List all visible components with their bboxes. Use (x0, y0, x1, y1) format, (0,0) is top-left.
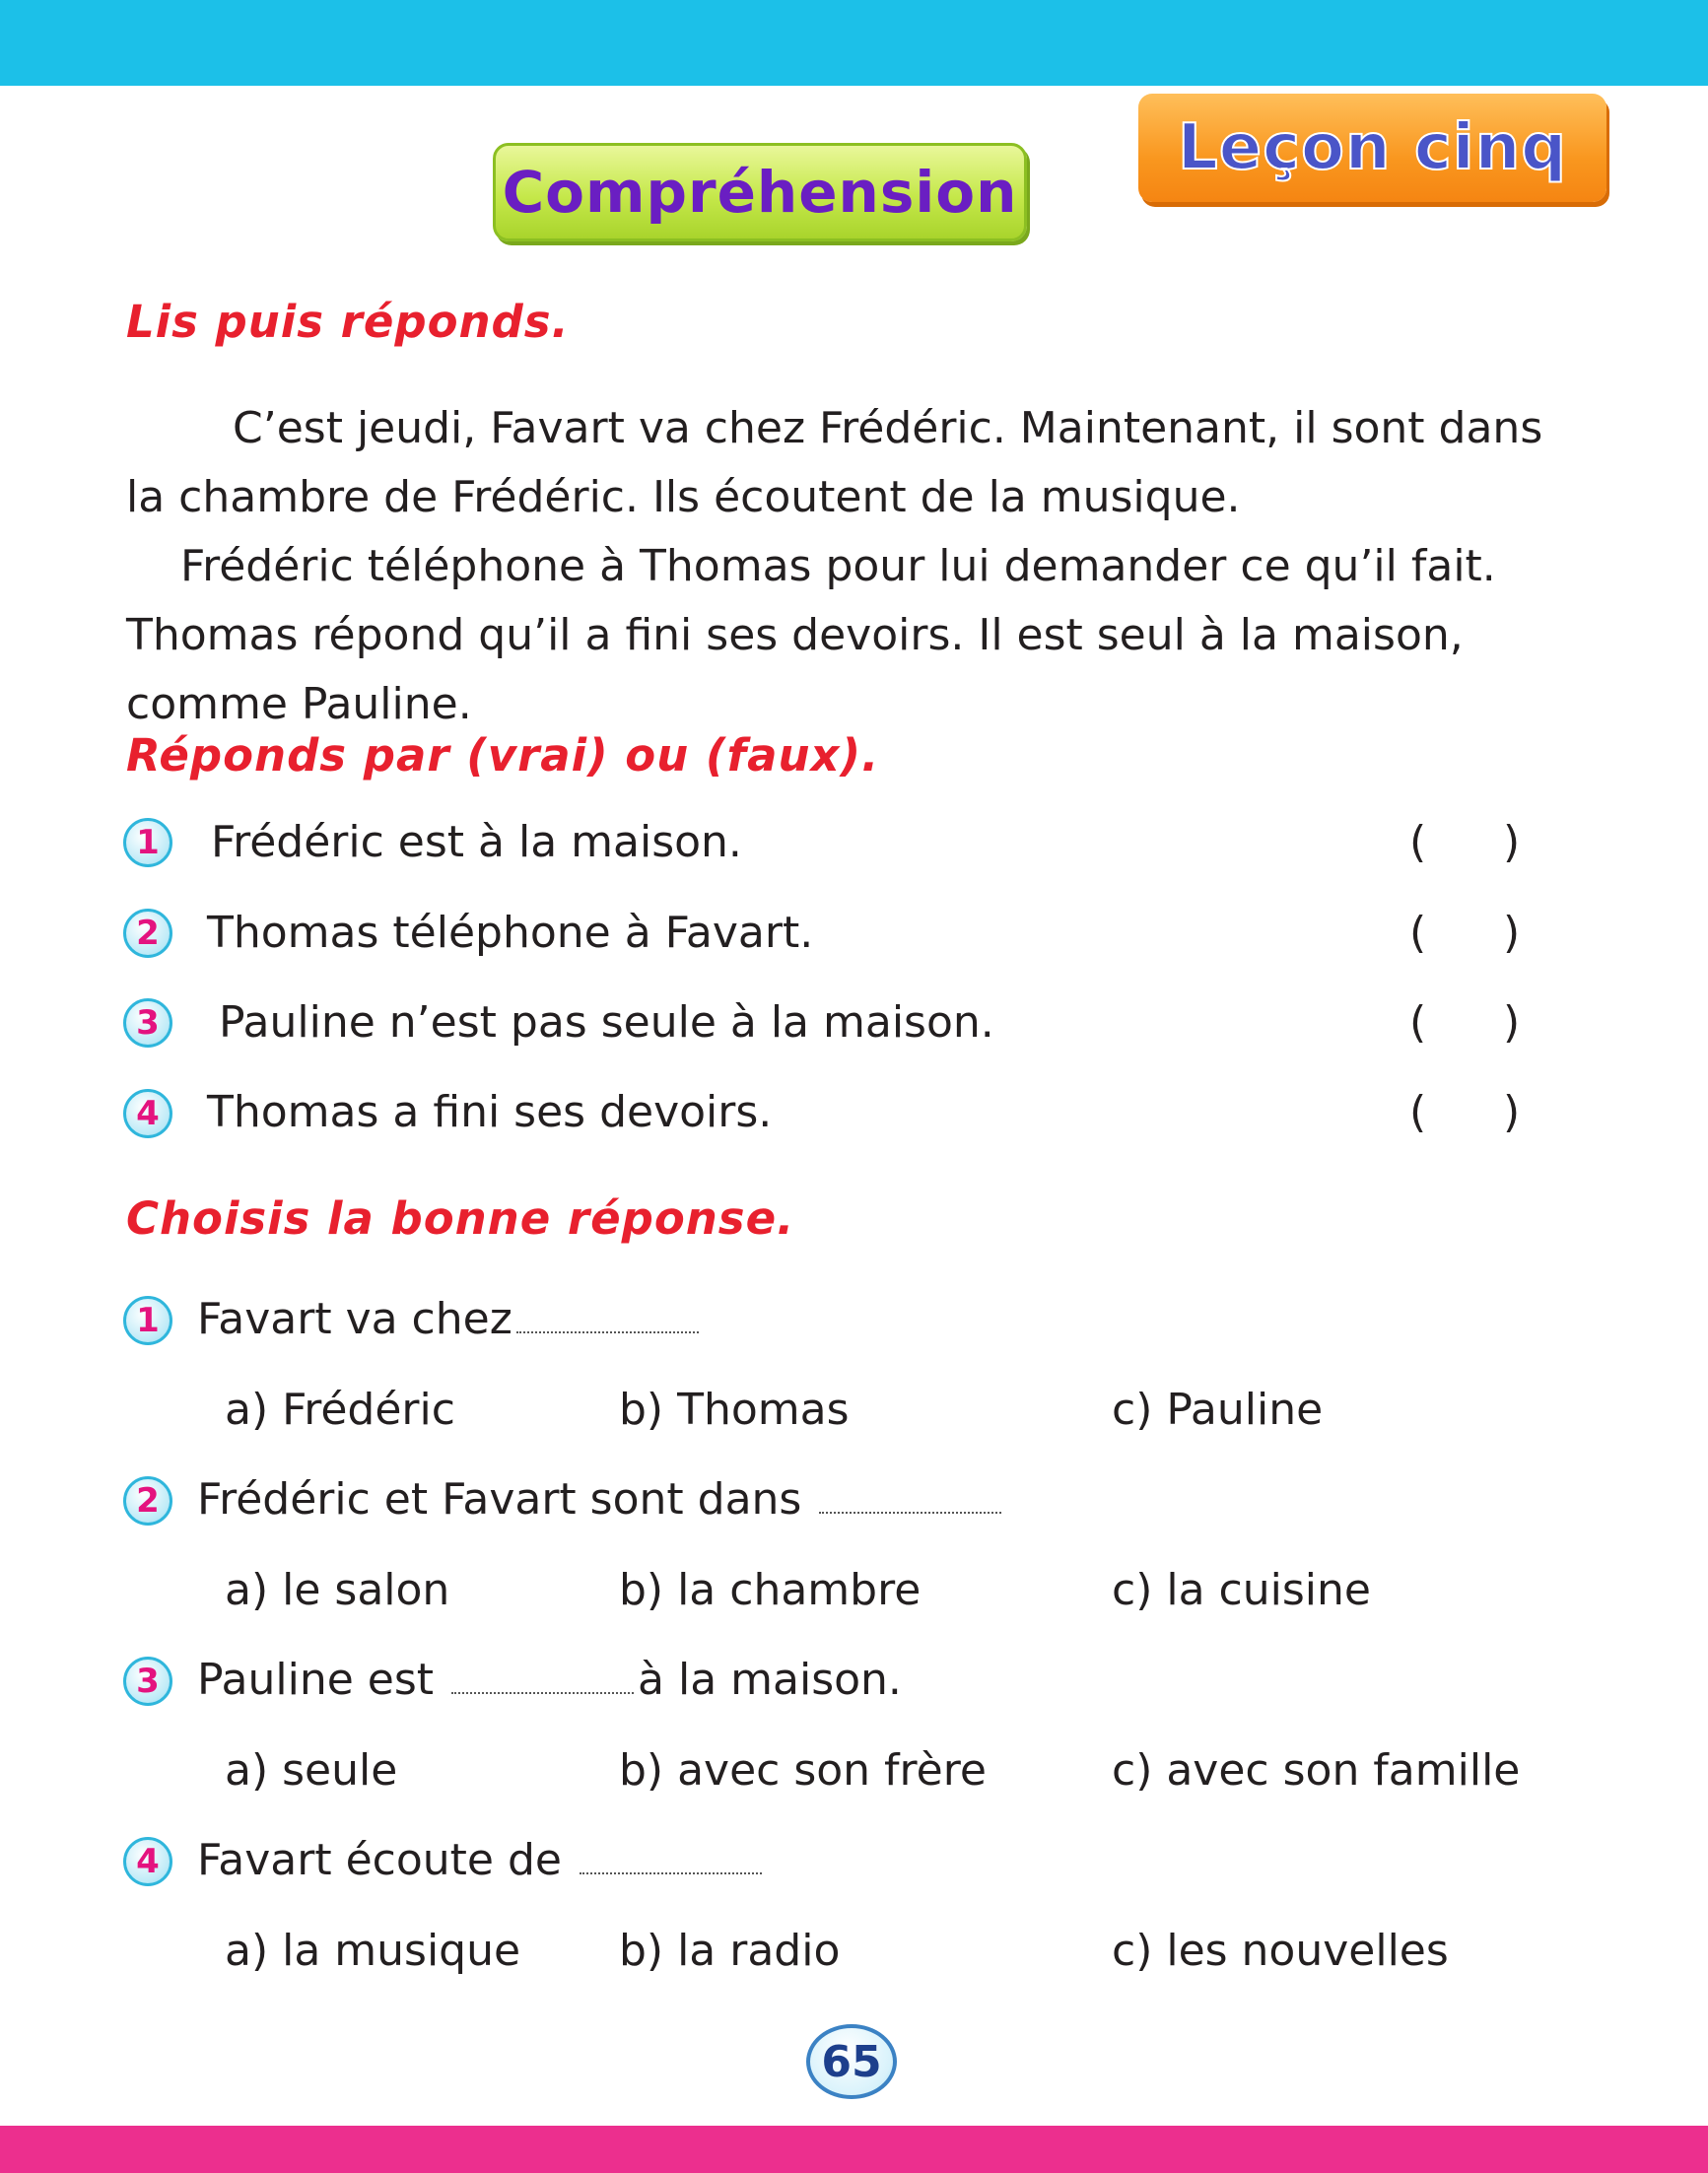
page-number: 65 (806, 2024, 897, 2099)
statement-text: Pauline n’est pas seule à la maison. (219, 997, 994, 1048)
answer-close-paren: ) (1503, 997, 1521, 1048)
statement-text: Frédéric est à la maison. (211, 817, 742, 867)
choices-heading: Choisis la bonne réponse. (126, 1192, 795, 1245)
statement-text: Thomas téléphone à Favart. (207, 908, 814, 958)
answer-close-paren: ) (1503, 908, 1521, 958)
question-text (197, 1653, 902, 1708)
number-badge: 1 (123, 818, 172, 867)
true-false-heading: Réponds par (vrai) ou (faux). (126, 729, 880, 781)
option-a[interactable]: a) le salon (225, 1565, 450, 1615)
question-text (197, 1472, 1005, 1528)
option-a[interactable]: a) seule (225, 1745, 398, 1796)
answer-open-paren: ( (1409, 817, 1427, 867)
number-badge: 3 (123, 998, 172, 1048)
answer-blank[interactable] (819, 1500, 1001, 1514)
answer-open-paren: ( (1409, 997, 1427, 1048)
comprehension-badge: Compréhension (493, 143, 1027, 241)
bottom-banner (0, 2126, 1708, 2173)
answer-open-paren: ( (1409, 1087, 1427, 1137)
top-banner (0, 0, 1708, 86)
option-c[interactable]: c) avec son famille (1112, 1745, 1521, 1796)
option-b[interactable]: b) la chambre (619, 1565, 922, 1615)
question-prefix: Favart va chez (197, 1294, 512, 1344)
question-prefix: Favart écoute de (197, 1835, 576, 1885)
answer-close-paren: ) (1503, 1087, 1521, 1137)
number-badge: 4 (123, 1837, 172, 1886)
reading-heading: Lis puis réponds. (126, 296, 570, 348)
option-c[interactable]: c) Pauline (1112, 1385, 1324, 1435)
answer-blank[interactable] (451, 1680, 634, 1694)
question-prefix: Pauline est (197, 1655, 448, 1705)
option-c[interactable]: c) la cuisine (1112, 1565, 1371, 1615)
option-a[interactable]: a) Frédéric (225, 1385, 455, 1435)
question-suffix: à la maison. (638, 1655, 902, 1705)
number-badge: 4 (123, 1089, 172, 1138)
question-prefix: Frédéric et Favart sont dans (197, 1474, 816, 1525)
question-text (197, 1833, 766, 1888)
number-badge: 3 (123, 1657, 172, 1706)
option-a[interactable]: a) la musique (225, 1926, 521, 1976)
reading-paragraph-2: Frédéric téléphone à Thomas pour lui demander ce qu’il fait. Thomas répond qu’il a fini ses devoirs. Il est seul à la maison, comme Pauline. (126, 541, 1496, 729)
option-b[interactable]: b) avec son frère (619, 1745, 987, 1796)
lesson-badge: Leçon cinq (1138, 94, 1606, 202)
option-b[interactable]: b) Thomas (619, 1385, 850, 1435)
number-badge: 2 (123, 909, 172, 958)
statement-text: Thomas a fini ses devoirs. (207, 1087, 773, 1137)
number-badge: 1 (123, 1296, 172, 1345)
reading-paragraph-1: C’est jeudi, Favart va chez Frédéric. Maintenant, il sont dans la chambre de Frédéric. Ils écoutent de la musique. (126, 403, 1543, 522)
answer-blank[interactable] (516, 1320, 699, 1333)
answer-close-paren: ) (1503, 817, 1521, 867)
number-badge: 2 (123, 1476, 172, 1526)
question-text (197, 1292, 703, 1347)
answer-blank[interactable] (580, 1861, 762, 1874)
option-c[interactable]: c) les nouvelles (1112, 1926, 1449, 1976)
option-b[interactable]: b) la radio (619, 1926, 841, 1976)
answer-open-paren: ( (1409, 908, 1427, 958)
